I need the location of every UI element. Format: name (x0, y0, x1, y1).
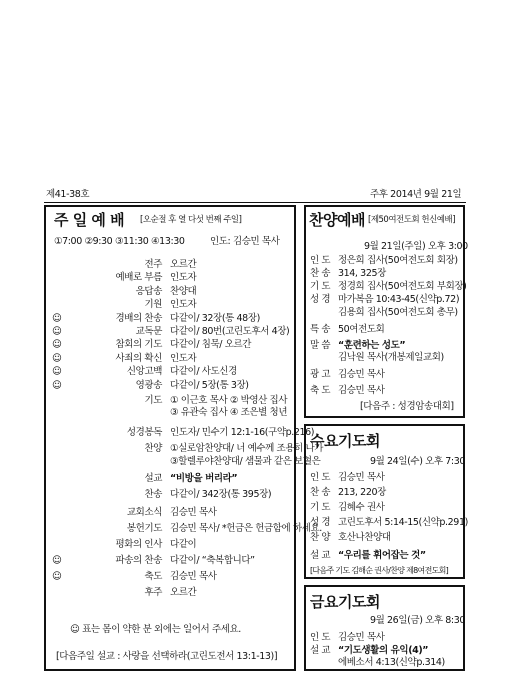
row-label: 후주 (144, 587, 162, 598)
row-value: 호산나찬양대 (338, 532, 391, 543)
scripture-label: 성경봉독 (126, 427, 162, 438)
anthem-label: 찬양 (144, 443, 162, 454)
row-value: 다같이/ 5장(통 3장) (170, 379, 249, 391)
service-leader: 인도: 김승민 목사 (210, 236, 280, 247)
row-label: 신앙고백 (126, 366, 162, 378)
friday-prayer-box (304, 585, 465, 671)
row-label: 참회의 기도 (115, 339, 162, 351)
row-label: 인 도 (310, 472, 331, 483)
bulletin-date: 주후 2014년 9월 21일 (370, 189, 462, 200)
row-value: 김승민 목사 (170, 507, 217, 518)
standing-mark: ☺ (52, 326, 62, 337)
message-label: 말 씀 (310, 340, 331, 351)
row-label: 교회소식 (126, 507, 162, 518)
praise-next: [다음주 : 성경암송대회] (360, 401, 454, 412)
sunday-worship-subtitle: [오순절 후 열 다섯 번째 주일] (140, 215, 242, 225)
row-label: 전주 (144, 259, 162, 270)
standing-mark: ☺ (52, 339, 62, 351)
row-label: 성 경 (310, 517, 331, 528)
row-value: 314, 325장 (338, 268, 386, 279)
row-value: 다같이/ 사도신경 (170, 366, 237, 378)
row-value: 김승민 목사 (338, 472, 385, 483)
row-label: 축도 (144, 571, 162, 582)
row-label: 교독문 (135, 326, 162, 337)
row-value: 고린도후서 5:14-15(신약p.291) (338, 517, 468, 528)
praise-worship-subtitle: [제50여전도회 헌신예배] (368, 215, 456, 225)
sunday-worship-title: 주 일 예 배 (54, 211, 125, 229)
row-value: 오르간 (170, 259, 197, 270)
row-label: 기 도 (310, 502, 331, 513)
wednesday-next: [다음주 기도 김해순 권사/찬양 제8여전도회] (310, 566, 449, 575)
row-value: 정경희 집사(50여전도회 부회장) (338, 281, 467, 292)
row-label: 파송의 찬송 (115, 555, 162, 566)
row-label: 기 도 (310, 281, 331, 292)
praise-row-value: 김승민 목사 (338, 385, 385, 396)
standing-mark: ☺ (52, 379, 62, 391)
row-value: 오르간 (170, 587, 197, 598)
row-value: 마가복음 10:43-45(신약p.72) (338, 294, 460, 305)
row-label: 성 경 (310, 294, 331, 305)
row-value: 김혜수 권사 (338, 502, 385, 513)
friday-sermon-title: “기도생활의 유익(4)” (338, 645, 429, 656)
row-value: 찬양대 (170, 285, 197, 297)
friday-row-value: 김승민 목사 (338, 632, 385, 643)
row-value: 다같이/ 침묵/ 오르간 (170, 339, 252, 351)
row-label: 사죄의 확신 (115, 352, 162, 364)
standing-mark: ☺ (52, 366, 62, 378)
row-value: 인도자 (170, 299, 197, 311)
row-value: 213, 220장 (338, 487, 386, 498)
row-label: 예배로 부름 (115, 272, 162, 284)
scripture-reader: 김용희 집사(50여전도회 총무) (338, 307, 458, 318)
standing-note: ☺ 표는 몸이 약한 분 외에는 일어서 주세요. (70, 624, 241, 635)
anthem-line: ③할렐루야찬양대/ 샘물과 같은 보혈은 (170, 456, 321, 467)
friday-sermon-label: 설 교 (310, 645, 331, 656)
issue-number: 제41-38호 (46, 189, 90, 200)
row-label: 영광송 (135, 379, 162, 391)
wednesday-prayer-title: 수요기도회 (310, 432, 380, 450)
standing-mark: ☺ (52, 312, 62, 324)
anthem-line: ①실로암찬양대/ 너 예수께 조용히 나가 (170, 443, 324, 454)
friday-row-label: 인 도 (310, 632, 331, 643)
sermon-label: 설교 (144, 473, 162, 484)
header-rule (44, 202, 466, 203)
wednesday-sermon-title: “우리를 휘어잡는 것” (338, 550, 426, 561)
row-value: 다같이 (170, 539, 197, 550)
message-title: “훈련하는 성도” (338, 340, 406, 351)
row-label: 경배의 찬송 (115, 312, 162, 324)
prayer-line: ① 이근호 목사 ② 박영산 집사 (170, 395, 288, 406)
row-value: 인도자 (170, 272, 197, 284)
row-label: 봉헌기도 (126, 523, 162, 534)
praise-worship-title: 찬양예배 (309, 211, 365, 229)
row-label: 찬 양 (310, 532, 331, 543)
praise-time: 9월 21일(주일) 오후 3:00 (364, 241, 468, 252)
scripture-value: 인도자/ 민수기 12:1-16(구약p.216) (170, 427, 315, 438)
row-label: 평화의 인사 (115, 539, 162, 550)
row-value: 다같이/ 80번(고린도후서 4장) (170, 326, 290, 337)
praise-row-label: 축 도 (310, 385, 331, 396)
hymn-value: 다같이/ 342장(통 395장) (170, 489, 272, 500)
row-value: 다같이/ 32장(통 48장) (170, 312, 260, 324)
prayer-line: ③ 유관숙 집사 ④ 조은별 청년 (170, 407, 288, 418)
row-label: 응답송 (135, 285, 162, 297)
row-value: 다같이/ “축복합니다” (170, 555, 255, 566)
praise-row-value: 50여전도회 (338, 324, 385, 335)
wednesday-prayer-box (304, 424, 468, 579)
row-label: 찬 송 (310, 268, 331, 279)
friday-prayer-title: 금요기도회 (310, 593, 380, 611)
wednesday-time: 9월 24일(수) 오후 7:30 (370, 456, 466, 467)
praise-row-label: 광 고 (310, 369, 331, 380)
friday-sermon-ref: 에베소서 4:13(신약p.314) (338, 657, 445, 668)
message-speaker: 김낙원 목사(개봉제일교회) (338, 352, 444, 363)
row-value: 김승민 목사 (170, 571, 217, 582)
hymn-label: 찬송 (144, 489, 162, 500)
row-value: 인도자 (170, 352, 197, 364)
praise-worship-box (304, 205, 468, 418)
row-label: 찬 송 (310, 487, 331, 498)
praise-row-value: 김승민 목사 (338, 369, 385, 380)
standing-mark: ☺ (52, 352, 62, 364)
row-value: 김승민 목사/ *헌금은 헌금함에 하세요. (170, 523, 322, 534)
standing-mark: ☺ (52, 555, 62, 566)
wednesday-sermon-label: 설 교 (310, 550, 331, 561)
next-sunday-sermon: [다음주일 설교 : 사랑을 선택하라(고린도전서 13:1-13)] (56, 651, 278, 662)
row-value: 정은희 집사(50여전도회 회장) (338, 255, 458, 266)
prayer-label: 기도 (144, 395, 162, 406)
row-label: 기원 (144, 299, 162, 311)
standing-mark: ☺ (52, 571, 62, 582)
sermon-title: “비방을 버리라” (170, 473, 238, 484)
row-label: 인 도 (310, 255, 331, 266)
friday-time: 9월 26일(금) 오후 8:30 (370, 615, 466, 626)
praise-row-label: 특 송 (310, 324, 331, 335)
service-times: ①7:00 ②9:30 ③11:30 ④13:30 (54, 236, 185, 247)
